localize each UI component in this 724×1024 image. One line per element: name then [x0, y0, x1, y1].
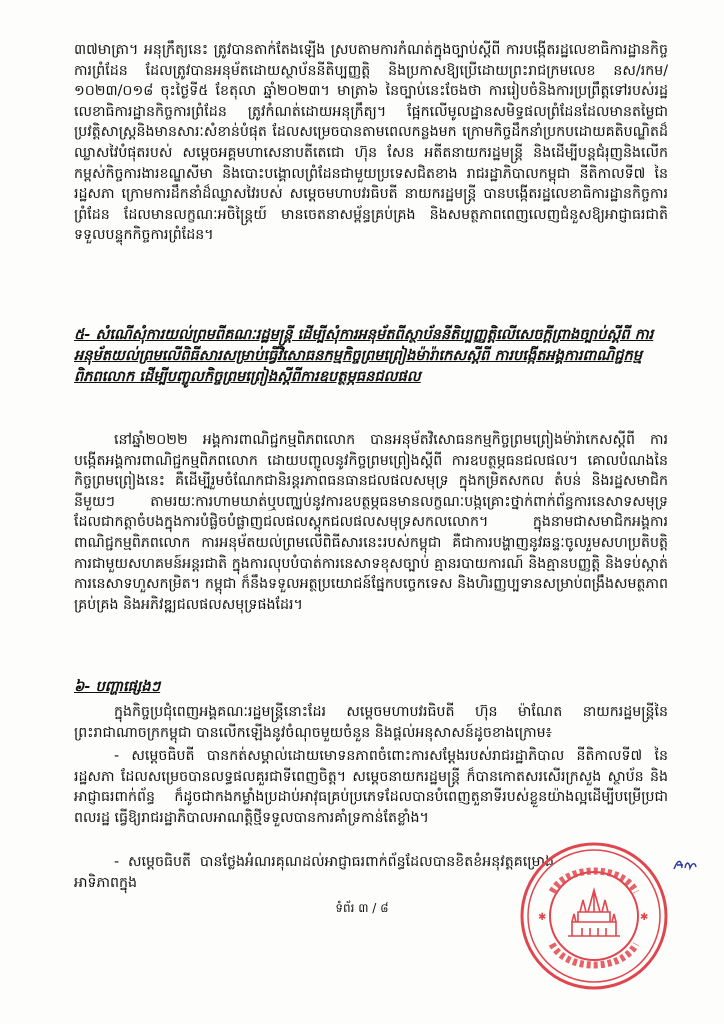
section-6-heading: ៦- បញ្ហាផ្សេងៗ [74, 678, 161, 695]
svg-text:✱: ✱ [538, 912, 547, 923]
bullet-item-1: - សម្តេចធិបតី បានកត់សម្គាល់ដោយមោទនភាពចំពោះការសម្តែងរបស់រាជរដ្ឋាភិបាល នីតិកាលទី៧ នៃរដ្ឋសភា ដែលសម្រេចបានលទ្ធផលគួរជាទីពេញចិត្ត។ សម្តេចនាយករដ្ឋមន្ត្រី ក៏បានកោតសរសើរក្រសួង ស្ថាប័ន និងអាជ្ញាធរពាក់ព័ន្ធ ក៏ដូចជាកងកម្លាំងប្រដាប់អាវុធគ្រប់ប្រភេទដែលបានបំពេញតួនាទីរបស់ខ្លួនយ៉ាងល្អដើម្បីបម្រើប្រជាពលរដ្ឋ ធ្វើឱ្យរាជរដ្ឋាភិបាលអាណត្តិថ្មីទទួលបានការគាំទ្រកាន់តែខ្លាំង។ [74, 748, 668, 826]
page-number: ទំព័រ ៣ / ៨ [335, 901, 389, 915]
section-5-heading: ៥- សំណើសុំការយល់ព្រមពីគណៈរដ្ឋមន្ត្រី ដើម្បីសុំការអនុម័តពីស្ថាប័ននីតិប្បញ្ញត្តិលើសេចក្តីព្រាងច្បាប់ស្តីពី ការអនុម័តយល់ព្រមលើពិធីសារសម្រាប់ធ្វើវិសោធនកម្មកិច្ចព្រមព្រៀងម៉ារ៉ាកេសស្តីពី ការបង្កើតអង្គការពាណិជ្ជកម្មពិភពលោក ដើម្បីបញ្ចូលកិច្ចព្រមព្រៀងស្តីពីការឧបត្ថម្ភធនជលផល [74, 326, 654, 385]
section-5-body: នៅឆ្នាំ២០២២ អង្គការពាណិជ្ជកម្មពិភពលោក បានអនុម័តវិសោធនកម្មកិច្ចព្រមព្រៀងម៉ារ៉ាកេសស្តីពី ការបង្កើតអង្គការពាណិជ្ជកម្មពិភពលោក ដោយបញ្ចូលនូវកិច្ចព្រមព្រៀងស្តីពី ការឧបត្ថម្ភធនជលផល។ គោលបំណងនៃកិច្ចព្រមព្រៀងនេះ គឺដើម្បីរួមចំណែកជានិរន្តរភាពធនធានជលផលសមុទ្រ ក្នុងកម្រិតសកល តំបន់ និងរដ្ឋសមាជិកនីមួយៗ តាមរយៈការហាមឃាត់ឬបញ្ឈប់នូវការឧបត្ថម្ភធនមានលក្ខណៈបង្កគ្រោះថ្នាក់ពាក់ព័ន្ធការនេសាទសមុទ្រ ដែលជាកត្តាចំបងក្នុងការបំផ្លិចបំផ្លាញជលផលស្តុកជលផលសមុទ្រសកលលោក។ ក្នុងនាមជាសមាជិកអង្គការពាណិជ្ជកម្មពិភពលោក ការអនុម័តយល់ព្រមលើពិធីសារនេះរបស់កម្ពុជា គឺជាការបង្ហាញនូវឆន្ទៈចូលរួមសហប្រតិបត្តិការជាមួយសហគមន៍អន្តរជាតិ ក្នុងការលុបបំបាត់ការនេសាទខុសច្បាប់ គ្មានរបាយការណ៍ និងគ្មានបញ្ញត្តិ និងទប់ស្កាត់ការនេសាទហួសកម្រិត។ កម្ពុជា ក៏នឹងទទួលអត្ថប្រយោជន៍ផ្នែកបច្ចេកទេស និងហិរញ្ញប្បទានសម្រាប់ពង្រឹងសមត្ថភាពគ្រប់គ្រង និងអភិវឌ្ឍជលផលសមុទ្រផងដែរ។ [74, 432, 668, 613]
official-seal-stamp [518, 840, 670, 992]
handwritten-signature [672, 855, 698, 873]
section-6-intro: ក្នុងកិច្ចប្រជុំពេញអង្គគណៈរដ្ឋមន្ត្រីនោះដែរ សម្តេចមហាបវរធិបតី ហ៊ុន ម៉ាណែត នាយករដ្ឋមន្ត្រីនៃព្រះរាជាណាចក្រកម្ពុជា បានលើកឡើងនូវចំណុចមួយចំនួន និងផ្តល់អនុសាសន៍ដូចខាងក្រោម៖ [74, 704, 668, 741]
paragraph-decree-secretariat: ៣៧មាត្រា។ អនុក្រឹត្យនេះ ត្រូវបានតាក់តែងឡើង ស្របតាមការកំណត់ក្នុងច្បាប់ស្តីពី ការបង្កើតរដ្ឋលេខាធិការដ្ឋានកិច្ចការព្រំដែន ដែលត្រូវបានអនុម័តដោយស្ថាប័ននីតិប្បញ្ញត្តិ និងប្រកាសឱ្យប្រើដោយព្រះរាជក្រមលេខ នស/រកម/១០២៣/០១៨ ចុះថ្ងៃទី៥ ខែតុលា ឆ្នាំ២០២៣។ មាត្រា៦ នៃច្បាប់នេះចែងថា ការរៀបចំនិងការប្រព្រឹត្តទៅរបស់រដ្ឋលេខាធិការដ្ឋានកិច្ចការព្រំដែន ត្រូវកំណត់ដោយអនុក្រឹត្យ។ ផ្អែកលើមូលដ្ឋានសមិទ្ធផលព្រំដែនដែលមានតម្លៃជាប្រវត្តិសាស្ត្រនិងមានសារៈសំខាន់បំផុត ដែលសម្រេចបានតាមពេលកន្លងមក ក្រោមកិច្ចដឹកនាំប្រកបដោយគតិបណ្ឌិតដ៏ឈ្លាសវៃបំផុតរបស់ សម្តេចអគ្គមហាសេនាបតីតេជោ ហ៊ុន សែន អតីតនាយករដ្ឋមន្ត្រី និងដើម្បីបន្តជំរុញនិងលើកកម្ពស់កិច្ចការងារខណ្ឌសីមា និងបោះបង្គោលព្រំដែនជាមួយប្រទេសជិតខាង រាជរដ្ឋាភិបាលកម្ពុជា នីតិកាលទី៧ នៃរដ្ឋសភា ក្រោមការដឹកនាំដ៏ឈ្លាសវៃរបស់ សម្តេចមហាបវរធិបតី នាយករដ្ឋមន្ត្រី បានបង្កើតរដ្ឋលេខាធិការដ្ឋានកិច្ចការព្រំដែន ដែលមានលក្ខណៈអចិន្ត្រៃយ៍ មានចេតនាសម្ព័ន្ធគ្រប់គ្រង និងសមត្ថភាពពេញលេញជំនួសឱ្យអាជ្ញាធរជាតិទទួលបន្ទុកកិច្ចការព្រំដែន។ [74, 42, 668, 244]
svg-text:✱: ✱ [640, 912, 649, 923]
bullet-item-2: - សម្តេចធិបតី បានថ្លែងអំណរគុណដល់អាជ្ញាធរពាក់ព័ន្ធដែលបានខិតខំអនុវត្តគម្រោងអាទិភាពក្នុង [74, 854, 554, 891]
